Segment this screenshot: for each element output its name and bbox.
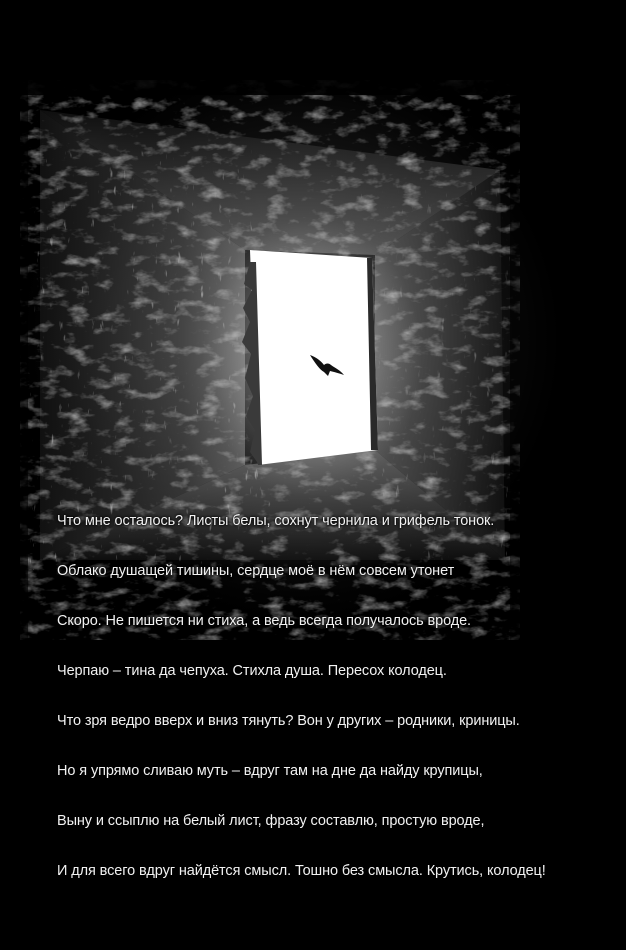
poem (57, 511, 617, 911)
poem-line: И для всего вдруг найдётся смысл. Тошно без смысла. Крутись, колодец! (57, 863, 546, 879)
poem-line: Что зря ведро вверх и вниз тянуть? Вон у других – родники, криницы. (57, 713, 520, 729)
poem-line: Скоро. Не пишется ни стиха, а ведь всегда получалось вроде. (57, 613, 471, 629)
poem-line: Но я упрямо сливаю муть – вдруг там на дне да найду крупицы, (57, 763, 483, 779)
poem-line: Выну и ссыплю на белый лист, фразу составлю, простую вроде, (57, 813, 485, 829)
poem-line: Черпаю – тина да чепуха. Стихла душа. Пересох колодец. (57, 663, 447, 679)
poem-line: Что мне осталось? Листы белы, сохнут чернила и грифель тонок. (57, 513, 495, 529)
poem-line: Облако душащей тишины, сердце моё в нём совсем утонет (57, 563, 455, 579)
